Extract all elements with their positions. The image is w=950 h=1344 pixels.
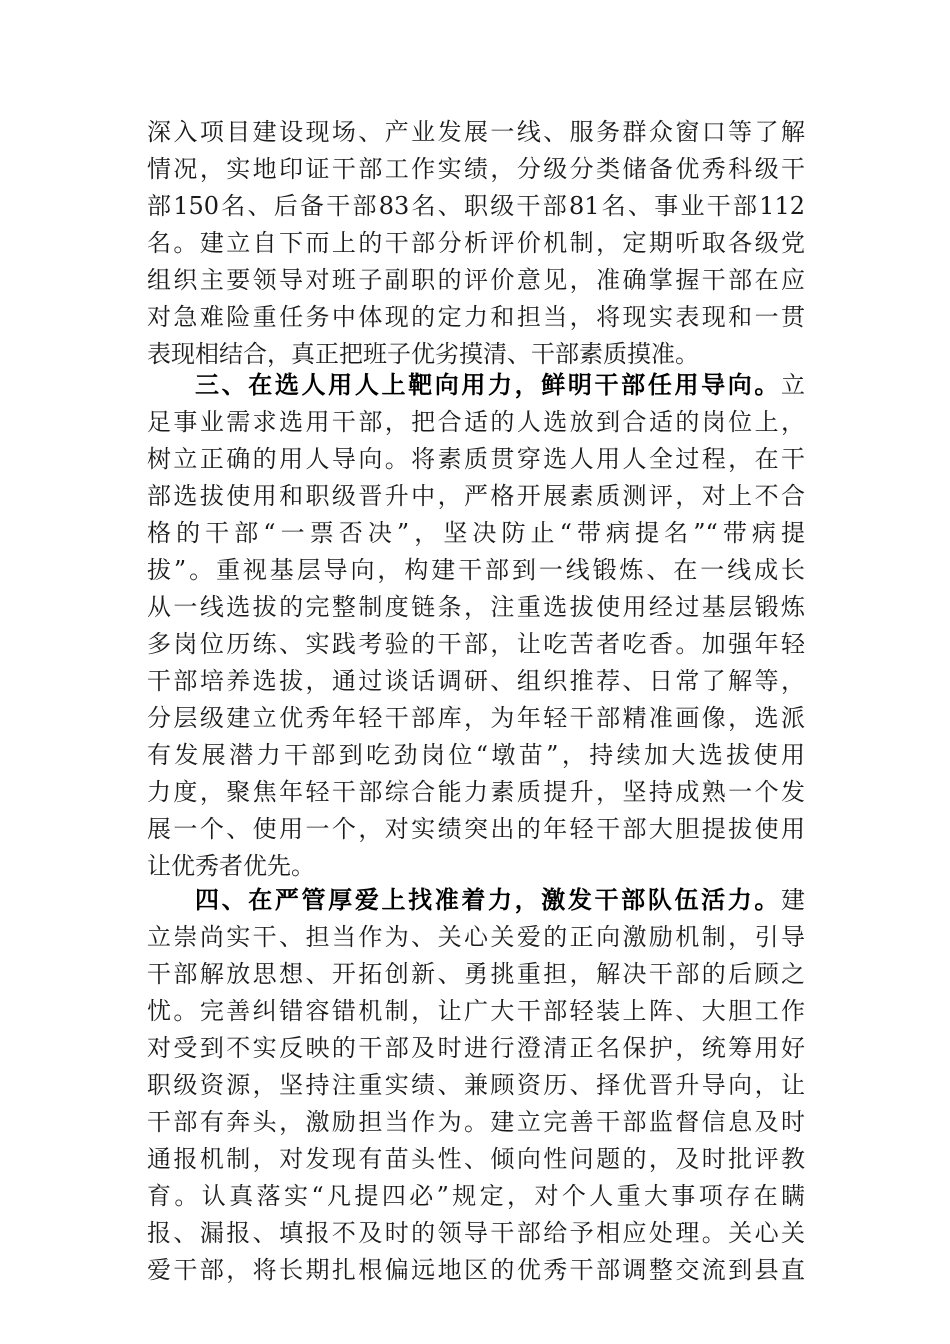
paragraph-1-line-1: 深入项目建设现场、产业发展一线、服务群众窗口等了解 bbox=[147, 118, 805, 146]
section-3-heading: 三、在选人用人上靶向用力，鲜明干部任用导向。 bbox=[195, 371, 781, 399]
section-4-heading: 四、在严管厚爱上找准着力，激发干部队伍活力。 bbox=[195, 886, 781, 914]
paragraph-3-first-line bbox=[195, 882, 805, 918]
paragraph-2-line-6: 从一线选拔的完整制度链条，注重选拔使用经过基层锻炼 bbox=[147, 593, 805, 621]
paragraph-1-line-6: 对急难险重任务中体现的定力和担当，将现实表现和一贯 bbox=[147, 303, 805, 331]
paragraph-2-line-10: 有发展潜力干部到吃劲岗位“墩苗”，持续加大选拔使用 bbox=[147, 741, 805, 769]
section-4-first-line-rest: 建 bbox=[781, 886, 805, 914]
paragraph-3-line-1: 立崇尚实干、担当作为、关心关爱的正向激励机制，引导 bbox=[147, 923, 805, 951]
paragraph-1-line-3: 部150名、后备干部83名、职级干部81名、事业干部112 bbox=[147, 192, 805, 220]
paragraph-2-line-8: 干部培养选拔，通过谈话调研、组织推荐、日常了解等， bbox=[147, 667, 805, 695]
paragraph-2-first-line bbox=[195, 367, 805, 403]
paragraph-2-line-12: 展一个、使用一个，对实绩突出的年轻干部大胆提拔使用 bbox=[147, 815, 805, 843]
paragraph-1-line-7: 表现相结合，真正把班子优劣摸清、干部素质摸准。 bbox=[147, 340, 699, 368]
paragraph-1-line-5: 组织主要领导对班子副职的评价意见，准确掌握干部在应 bbox=[147, 266, 805, 294]
paragraph-2-line-9: 分层级建立优秀年轻干部库，为年轻干部精准画像，选派 bbox=[147, 704, 805, 732]
paragraph-3-line-5: 职级资源，坚持注重实绩、兼顾资历、择优晋升导向，让 bbox=[147, 1071, 805, 1099]
paragraph-3-line-3: 忧。完善纠错容错机制，让广大干部轻装上阵、大胆工作 bbox=[147, 997, 805, 1025]
paragraph-1-line-4: 名。建立自下而上的干部分析评价机制，定期听取各级党 bbox=[147, 229, 805, 257]
paragraph-3-line-6: 干部有奔头，激励担当作为。建立完善干部监督信息及时 bbox=[147, 1108, 805, 1136]
paragraph-3-line-4: 对受到不实反映的干部及时进行澄清正名保护，统筹用好 bbox=[147, 1034, 805, 1062]
paragraph-3-line-7: 通报机制，对发现有苗头性、倾向性问题的，及时批评教 bbox=[147, 1145, 805, 1173]
paragraph-3-line-10: 爱干部，将长期扎根偏远地区的优秀干部调整交流到县直 bbox=[147, 1256, 805, 1284]
paragraph-2-line-13: 让优秀者优先。 bbox=[147, 852, 315, 880]
paragraph-2-line-11: 力度，聚焦年轻干部综合能力素质提升，坚持成熟一个发 bbox=[147, 778, 805, 806]
section-3-first-line-rest: 立 bbox=[781, 371, 805, 399]
paragraph-2-line-3: 部选拔使用和职级晋升中，严格开展素质测评，对上不合 bbox=[147, 482, 805, 510]
paragraph-2-line-4: 格的干部“一票否决”，坚决防止“带病提名”“带病提 bbox=[147, 519, 805, 547]
paragraph-3-line-8: 育。认真落实“凡提四必”规定，对个人重大事项存在瞒 bbox=[147, 1182, 805, 1210]
paragraph-2-line-5: 拔”。重视基层导向，构建干部到一线锻炼、在一线成长 bbox=[147, 556, 805, 584]
paragraph-1-line-2: 情况，实地印证干部工作实绩，分级分类储备优秀科级干 bbox=[147, 155, 805, 183]
paragraph-2-line-1: 足事业需求选用干部，把合适的人选放到合适的岗位上， bbox=[147, 408, 805, 436]
paragraph-3-line-9: 报、漏报、填报不及时的领导干部给予相应处理。关心关 bbox=[147, 1219, 805, 1247]
paragraph-2-line-7: 多岗位历练、实践考验的干部，让吃苦者吃香。加强年轻 bbox=[147, 630, 805, 658]
paragraph-2-line-2: 树立正确的用人导向。将素质贯穿选人用人全过程，在干 bbox=[147, 445, 805, 473]
paragraph-3-line-2: 干部解放思想、开拓创新、勇挑重担，解决干部的后顾之 bbox=[147, 960, 805, 988]
